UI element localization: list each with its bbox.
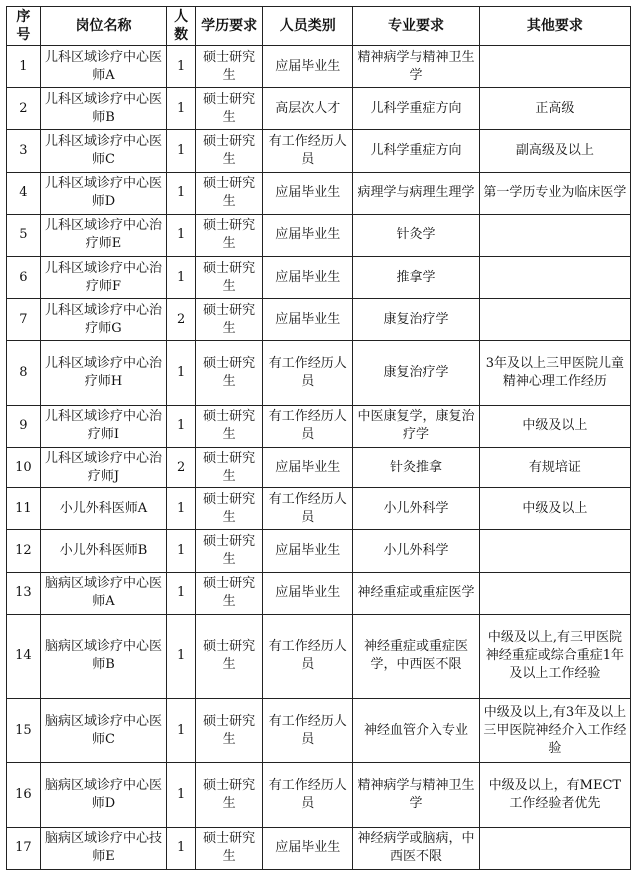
cell-count: 1 <box>167 572 196 614</box>
cell-other <box>479 257 630 299</box>
cell-name: 脑病区域诊疗中心技师E <box>40 827 167 869</box>
cell-major: 康复治疗学 <box>353 341 480 405</box>
cell-edu: 硕士研究生 <box>195 214 262 256</box>
table-row <box>7 614 631 698</box>
cell-no: 15 <box>7 699 41 763</box>
table-row <box>7 88 631 130</box>
cell-count: 1 <box>167 488 196 530</box>
cell-other: 中级及以上 <box>479 405 630 447</box>
cell-name: 儿科区域诊疗中心治疗师H <box>40 341 167 405</box>
cell-no: 3 <box>7 130 41 172</box>
cell-count: 1 <box>167 214 196 256</box>
cell-no: 10 <box>7 447 41 487</box>
cell-edu: 硕士研究生 <box>195 614 262 698</box>
cell-other: 中级及以上,有三甲医院神经重症或综合重症1年及以上工作经验 <box>479 614 630 698</box>
cell-major: 神经血管介入专业 <box>353 699 480 763</box>
cell-no: 5 <box>7 214 41 256</box>
table-row <box>7 530 631 572</box>
cell-name: 儿科区域诊疗中心治疗师J <box>40 447 167 487</box>
cell-other <box>479 299 630 341</box>
header-count: 人数 <box>167 7 196 46</box>
cell-type: 应届毕业生 <box>263 214 353 256</box>
table-row <box>7 699 631 763</box>
cell-name: 儿科区域诊疗中心治疗师E <box>40 214 167 256</box>
cell-no: 1 <box>7 46 41 88</box>
cell-no: 2 <box>7 88 41 130</box>
cell-edu: 硕士研究生 <box>195 827 262 869</box>
header-other: 其他要求 <box>479 7 630 46</box>
cell-type: 有工作经历人员 <box>263 763 353 827</box>
cell-name: 小儿外科医师B <box>40 530 167 572</box>
cell-other: 中级及以上，有MECT工作经验者优先 <box>479 763 630 827</box>
cell-type: 应届毕业生 <box>263 172 353 214</box>
cell-name: 小儿外科医师A <box>40 488 167 530</box>
header-type: 人员类别 <box>263 7 353 46</box>
cell-type: 有工作经历人员 <box>263 614 353 698</box>
cell-major: 儿科学重症方向 <box>353 88 480 130</box>
cell-edu: 硕士研究生 <box>195 572 262 614</box>
cell-no: 11 <box>7 488 41 530</box>
table-row <box>7 214 631 256</box>
cell-edu: 硕士研究生 <box>195 405 262 447</box>
cell-other <box>479 214 630 256</box>
table-row <box>7 827 631 869</box>
cell-count: 1 <box>167 257 196 299</box>
cell-name: 脑病区域诊疗中心医师A <box>40 572 167 614</box>
cell-major: 小儿外科学 <box>353 530 480 572</box>
cell-edu: 硕士研究生 <box>195 488 262 530</box>
cell-count: 2 <box>167 447 196 487</box>
table-row <box>7 447 631 487</box>
cell-no: 13 <box>7 572 41 614</box>
cell-no: 17 <box>7 827 41 869</box>
cell-major: 神经重症或重症医学 <box>353 572 480 614</box>
cell-count: 1 <box>167 827 196 869</box>
cell-type: 有工作经历人员 <box>263 130 353 172</box>
cell-edu: 硕士研究生 <box>195 341 262 405</box>
cell-count: 1 <box>167 699 196 763</box>
table-row <box>7 763 631 827</box>
cell-type: 有工作经历人员 <box>263 699 353 763</box>
cell-type: 应届毕业生 <box>263 46 353 88</box>
cell-count: 1 <box>167 614 196 698</box>
cell-count: 2 <box>167 299 196 341</box>
table-row <box>7 572 631 614</box>
cell-count: 1 <box>167 172 196 214</box>
cell-type: 应届毕业生 <box>263 447 353 487</box>
cell-no: 4 <box>7 172 41 214</box>
table-row <box>7 130 631 172</box>
cell-major: 神经病学或脑病，中西医不限 <box>353 827 480 869</box>
cell-edu: 硕士研究生 <box>195 299 262 341</box>
table-row <box>7 257 631 299</box>
cell-no: 14 <box>7 614 41 698</box>
cell-count: 1 <box>167 405 196 447</box>
cell-major: 针灸推拿 <box>353 447 480 487</box>
table-row <box>7 488 631 530</box>
header-row <box>7 7 631 46</box>
cell-count: 1 <box>167 130 196 172</box>
cell-other <box>479 530 630 572</box>
table-row <box>7 299 631 341</box>
cell-name: 儿科区域诊疗中心医师A <box>40 46 167 88</box>
table-body <box>7 46 631 870</box>
cell-other: 第一学历专业为临床医学 <box>479 172 630 214</box>
cell-count: 1 <box>167 763 196 827</box>
header-name: 岗位名称 <box>40 7 167 46</box>
cell-edu: 硕士研究生 <box>195 130 262 172</box>
header-no: 序号 <box>7 7 41 46</box>
cell-other: 副高级及以上 <box>479 130 630 172</box>
table-row <box>7 46 631 88</box>
cell-type: 高层次人才 <box>263 88 353 130</box>
cell-no: 7 <box>7 299 41 341</box>
cell-name: 儿科区域诊疗中心医师D <box>40 172 167 214</box>
cell-major: 针灸学 <box>353 214 480 256</box>
cell-other <box>479 572 630 614</box>
cell-no: 16 <box>7 763 41 827</box>
cell-edu: 硕士研究生 <box>195 257 262 299</box>
cell-type: 应届毕业生 <box>263 257 353 299</box>
cell-name: 儿科区域诊疗中心医师B <box>40 88 167 130</box>
cell-no: 8 <box>7 341 41 405</box>
cell-name: 脑病区域诊疗中心医师B <box>40 614 167 698</box>
cell-other <box>479 46 630 88</box>
cell-name: 脑病区域诊疗中心医师C <box>40 699 167 763</box>
cell-other: 中级及以上 <box>479 488 630 530</box>
cell-other: 3年及以上三甲医院儿童精神心理工作经历 <box>479 341 630 405</box>
cell-no: 12 <box>7 530 41 572</box>
cell-edu: 硕士研究生 <box>195 88 262 130</box>
cell-major: 病理学与病理生理学 <box>353 172 480 214</box>
cell-major: 中医康复学，康复治疗学 <box>353 405 480 447</box>
cell-type: 应届毕业生 <box>263 299 353 341</box>
cell-edu: 硕士研究生 <box>195 46 262 88</box>
cell-other <box>479 827 630 869</box>
cell-other: 中级及以上,有3年及以上三甲医院神经介入工作经验 <box>479 699 630 763</box>
cell-edu: 硕士研究生 <box>195 699 262 763</box>
cell-edu: 硕士研究生 <box>195 763 262 827</box>
cell-type: 应届毕业生 <box>263 827 353 869</box>
cell-no: 9 <box>7 405 41 447</box>
table-row <box>7 172 631 214</box>
cell-name: 儿科区域诊疗中心医师C <box>40 130 167 172</box>
cell-edu: 硕士研究生 <box>195 447 262 487</box>
cell-other: 正高级 <box>479 88 630 130</box>
cell-major: 康复治疗学 <box>353 299 480 341</box>
cell-major: 神经重症或重症医学，中西医不限 <box>353 614 480 698</box>
cell-name: 儿科区域诊疗中心治疗师F <box>40 257 167 299</box>
recruitment-table <box>6 6 631 870</box>
cell-major: 小儿外科学 <box>353 488 480 530</box>
cell-type: 有工作经历人员 <box>263 405 353 447</box>
cell-count: 1 <box>167 530 196 572</box>
cell-major: 精神病学与精神卫生学 <box>353 763 480 827</box>
cell-other: 有规培证 <box>479 447 630 487</box>
table-row <box>7 405 631 447</box>
table-row <box>7 341 631 405</box>
cell-count: 1 <box>167 88 196 130</box>
cell-type: 应届毕业生 <box>263 572 353 614</box>
header-major: 专业要求 <box>353 7 480 46</box>
cell-type: 有工作经历人员 <box>263 488 353 530</box>
cell-type: 有工作经历人员 <box>263 341 353 405</box>
cell-name: 儿科区域诊疗中心治疗师I <box>40 405 167 447</box>
cell-no: 6 <box>7 257 41 299</box>
cell-name: 脑病区域诊疗中心医师D <box>40 763 167 827</box>
header-edu: 学历要求 <box>195 7 262 46</box>
cell-type: 应届毕业生 <box>263 530 353 572</box>
cell-count: 1 <box>167 46 196 88</box>
cell-edu: 硕士研究生 <box>195 530 262 572</box>
cell-major: 儿科学重症方向 <box>353 130 480 172</box>
cell-major: 精神病学与精神卫生学 <box>353 46 480 88</box>
cell-major: 推拿学 <box>353 257 480 299</box>
cell-count: 1 <box>167 341 196 405</box>
cell-name: 儿科区域诊疗中心治疗师G <box>40 299 167 341</box>
cell-edu: 硕士研究生 <box>195 172 262 214</box>
